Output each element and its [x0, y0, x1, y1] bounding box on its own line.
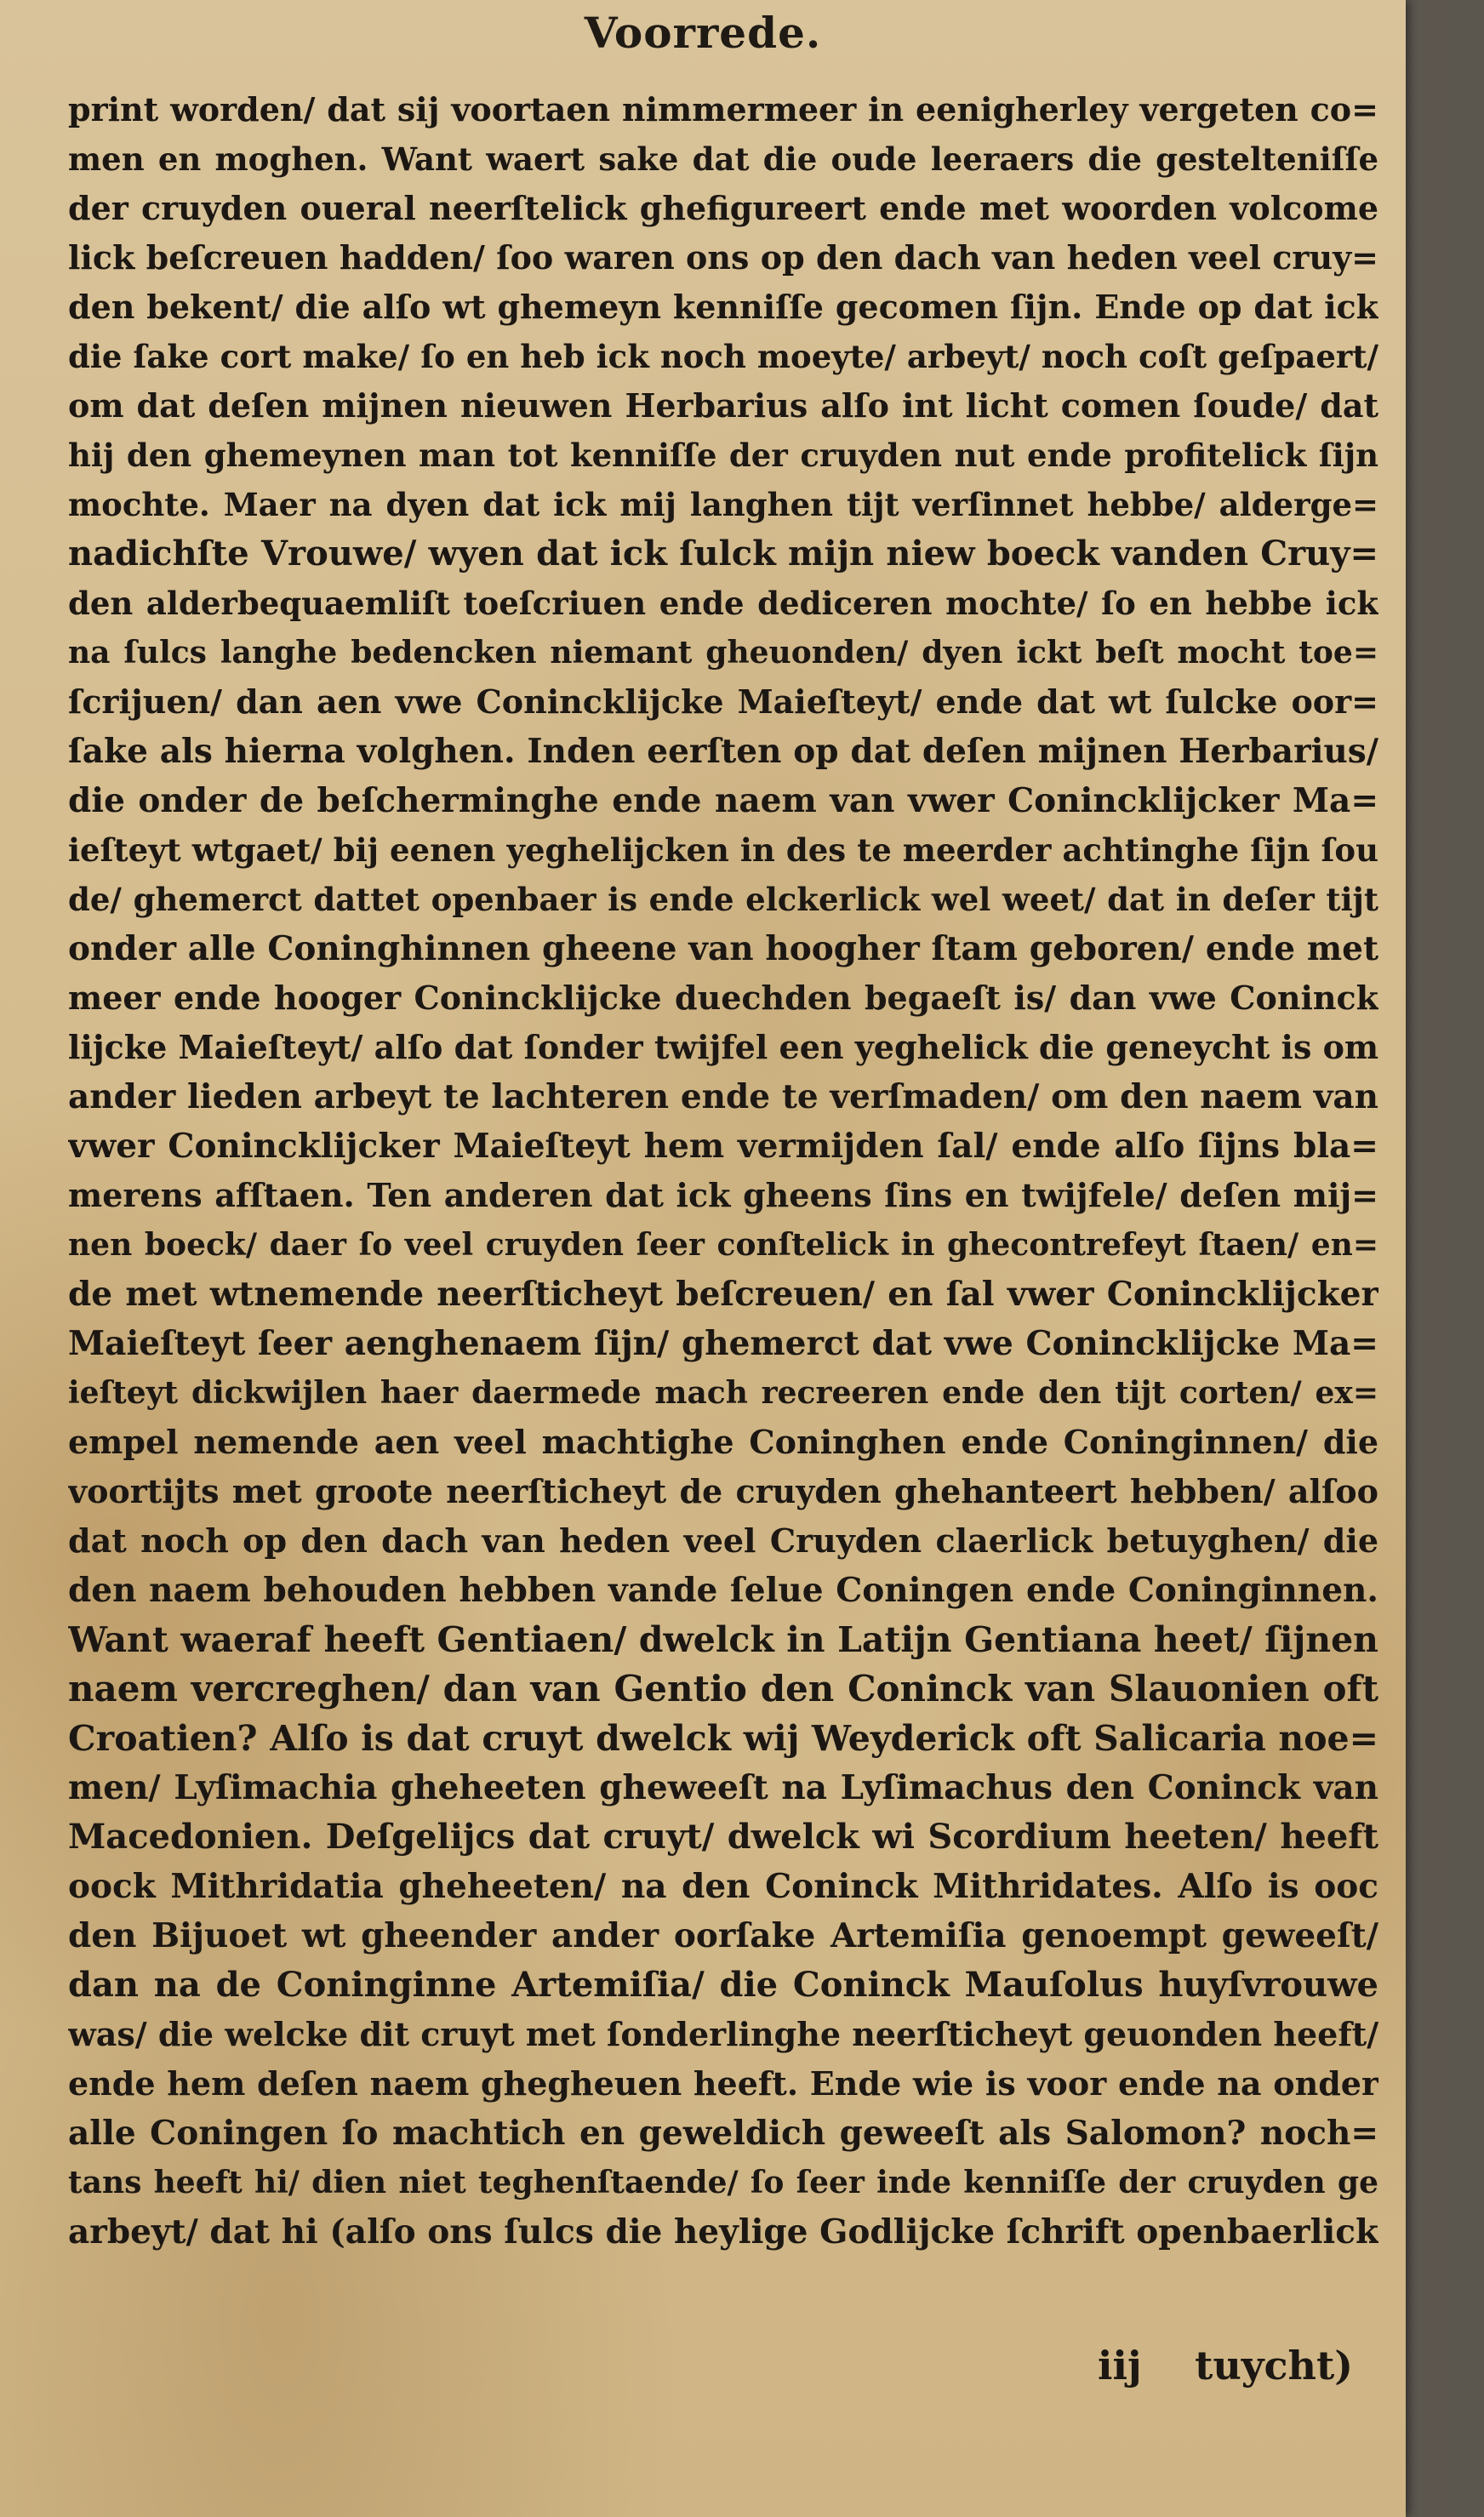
text-line: ieſteyt wtgaet/ bij eenen yegheliјcken in des te meerder achtinghe ſijn ſou — [68, 831, 1378, 869]
text-line: men/ Lyſimachia gheheeten gheweeſt na Lyſimachus den Coninck van — [68, 1768, 1378, 1807]
text-line: Want waeraf heeft Gentiaen/ dwelck in Latijn Gentiana heet/ ſijnen — [68, 1619, 1378, 1660]
text-line: ende hem deſen naem ghegheuen heeft. Ende wie is voor ende na onder — [68, 2064, 1378, 2103]
text-line: onder alle Coninghinnen gheene van hoogher ſtam geboren/ ende met — [68, 929, 1378, 968]
text-line: lick beſcreuen hadden/ ſoo waren ons op den dach van heden veel cruy= — [68, 238, 1378, 277]
text-line: naem vercreghen/ dan van Gentio den Coninck van Slauonien oft — [68, 1668, 1378, 1709]
text-line: ſake als hierna volghen. Inden eerſten op dat deſen mijnen Herbarius/ — [68, 732, 1378, 771]
text-line: den Bijuoet wt gheender ander oorſake Artemiſia genoempt geweeſt/ — [68, 1916, 1378, 1955]
text-line: empel nemende aen veel machtighe Coninghen ende Coninginnen/ die — [68, 1423, 1378, 1461]
text-line: dat noch op den dach van heden veel Cruyden claerlick betuyghen/ die — [68, 1521, 1378, 1560]
text-line: den alderbequaemliſt toeſcriuen ende dediceren mochte/ ſo en hebbe ick — [68, 585, 1378, 622]
catchword: tuycht) — [1195, 2343, 1353, 2389]
text-line: den naem behouden hebben vande ſelue Coningen ende Coninginnen. — [68, 1571, 1378, 1610]
text-line: vwer Coninckliјcker Maieſteyt hem vermijden ſal/ ende alſo ſijns bla= — [68, 1127, 1378, 1166]
text-line: tans heeft hi/ dien niet teghenſtaende/ ſo ſeer inde kenniſſe der cruyden ge — [68, 2165, 1378, 2200]
text-line: print worden/ dat sij voortaen nimmermeer in eenigherley vergeten co= — [68, 90, 1378, 128]
text-line: arbeyt/ dat hi (alſo ons ſulcs die heylige Godliјcke ſchrift openbaerlick — [68, 2212, 1378, 2252]
text-line: Maieſteyt ſeer aenghenaem ſijn/ ghemerct dat vwe Coninckliјcke Ma= — [68, 1324, 1378, 1363]
signature-mark: iij — [1098, 2343, 1142, 2389]
text-line: der cruyden oueral neerſtelick ghefigureert ende met woorden volcome — [68, 189, 1378, 227]
text-line: na ſulcs langhe bedencken niemant gheuonden/ dyen ickt beſt mocht toe= — [68, 635, 1378, 671]
text-line: ander lieden arbeyt te lachteren ende te verſmaden/ om den naem van — [68, 1077, 1378, 1116]
text-line: was/ die welcke dit cruyt met ſonderlinghe neerſticheyt geuonden heeft/ — [68, 2015, 1378, 2053]
text-line: alle Coningen ſo machtich en geweldich geweeſt als Salomon? noch= — [68, 2114, 1378, 2153]
text-line: die onder de beſcherminghe ende naem van vwer Coninckliјcker Ma= — [68, 781, 1378, 820]
page-footer — [68, 2340, 1378, 2391]
text-line: merens afſtaen. Ten anderen dat ick gheens ſins en twijfele/ deſen mij= — [68, 1176, 1378, 1214]
running-header: Voorrede. — [584, 8, 822, 58]
text-line: de met wtnemende neerſticheyt beſcreuen/ en ſal vwer Coninckliјcker — [68, 1275, 1378, 1314]
text-line: nen boeck/ daer ſo veel cruyden ſeer conſtelick in ghecontrefeyt ſtaen/ en= — [68, 1227, 1378, 1263]
text-line: nadichſte Vrouwe/ wyen dat ick ſulck mijn niew boeck vanden Cruy= — [68, 534, 1378, 574]
text-line: dan na de Coninginne Artemiſia/ die Coninck Mauſolus huyſvrouwe — [68, 1965, 1378, 2005]
text-line: hij den ghemeynen man tot kenniſſe der cruyden nut ende profitelick ſijn — [68, 437, 1378, 474]
text-line: liјcke Maieſteyt/ alſo dat ſonder twijfel een yeghelick die geneycht is om — [68, 1028, 1378, 1066]
text-line: Macedonien. Deſgeliјcs dat cruyt/ dwelck wi Scordium heeten/ heeft — [68, 1817, 1378, 1857]
body-text — [68, 85, 1378, 2257]
text-line: men en moghen. Want waert sake dat die oude leeraers die gestelteniſſe — [68, 140, 1378, 178]
text-line: Croatien? Alſo is dat cruyt dwelck wij Weyderick oft Salicaria noe= — [68, 1718, 1378, 1759]
text-line: mochte. Maer na dyen dat ick mij langhen tijt verſinnet hebbe/ alderge= — [68, 486, 1378, 523]
text-line: voortijts met groote neerſticheyt de cruyden ghehanteert hebben/ alſoo — [68, 1472, 1378, 1510]
text-line: die ſake cort make/ ſo en heb ick noch moeyte/ arbeyt/ noch coſt geſpaert/ — [68, 338, 1378, 375]
text-line: oock Mithridatia gheheeten/ na den Coninck Mithridates. Alſo is ooc — [68, 1867, 1378, 1906]
text-line: ſcrijuen/ dan aen vwe Coninckliјcke Maieſteyt/ ende dat wt ſulcke oor= — [68, 682, 1378, 721]
text-line: om dat deſen mijnen nieuwen Herbarius alſo int licht comen ſoude/ dat — [68, 386, 1378, 425]
text-line: ieſteyt dickwijlen haer daermede mach recreeren ende den tijt corten/ ex= — [68, 1375, 1378, 1411]
text-line: de/ ghemerct dattet openbaer is ende elckerlick wel weet/ dat in deſer tijt — [68, 881, 1378, 918]
text-line: den bekent/ die alſo wt ghemeyn kenniſſe gecomen ſijn. Ende op dat ick — [68, 288, 1378, 326]
text-line: meer ende hooger Coninckliјcke duechden begaeſt is/ dan vwe Coninck — [68, 979, 1378, 1017]
